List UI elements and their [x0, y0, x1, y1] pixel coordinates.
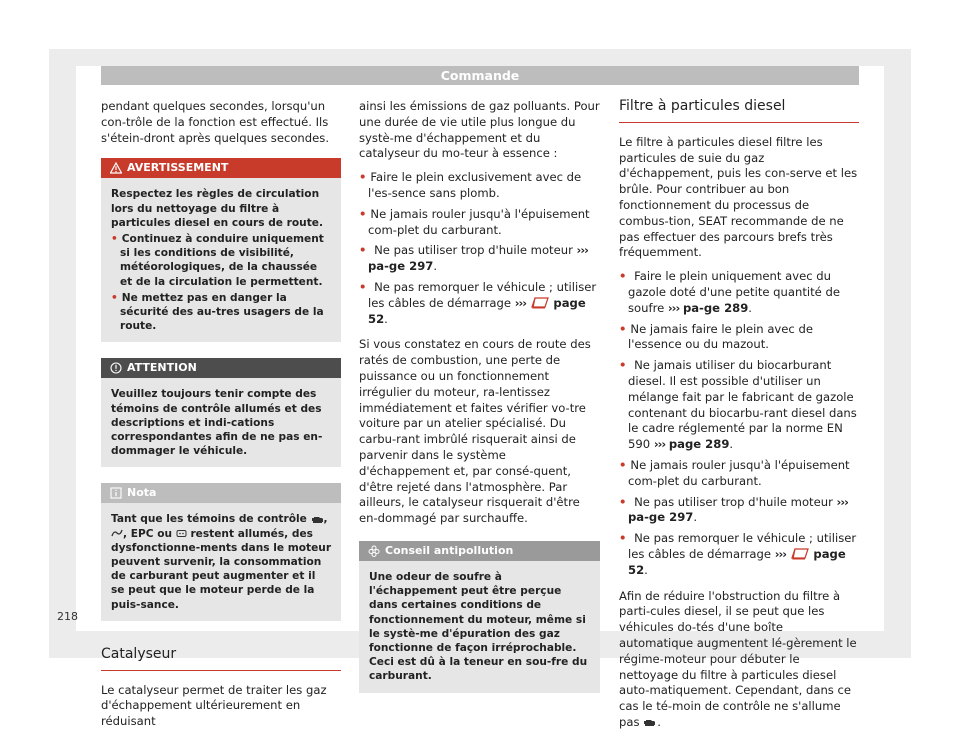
- column-1: [101, 99, 341, 738]
- warning-bullet: • Continuez à conduire uniquement si les conditions de visibilité, météorologiques, de la chaussée et de la circulation le permettent.: [111, 232, 332, 289]
- warning-label: AVERTISSEMENT: [127, 161, 229, 175]
- warning-text: Respectez les règles de circulation lors du nettoyage du filtre à particules diesel en cours de route.: [111, 188, 323, 229]
- list-item: • Ne jamais rouler jusqu'à l'épuisement com-plet du carburant.: [359, 207, 600, 239]
- arrow-ref-icon: ›››: [514, 295, 527, 310]
- list-item: • Ne jamais faire le plein avec de l'essence ou du mazout.: [619, 322, 859, 354]
- filtre-title: Filtre à particules diesel: [619, 99, 859, 123]
- list-item: • Ne pas remorquer le véhicule ; utiliser les câbles de démarrage ››› page 52.: [619, 531, 859, 578]
- catalyseur-title: Catalyseur: [101, 647, 341, 671]
- attention-body: [101, 378, 341, 467]
- nota-text-c: restent allumés, des dysfonctionne-ments dans le moteur peuvent survenir, la consommation de carburant peut augmenter et il se peut que le moteur perde de la puis-sance.: [111, 527, 332, 611]
- page-link[interactable]: pa-ge 289: [682, 300, 749, 315]
- arrow-ref-icon: ›››: [576, 243, 588, 258]
- attention-text: Veuillez toujours tenir compte des témoins de contrôle allumés et des descriptions et indi-cations correspondantes afin de ne pas en-dommager le véhicule.: [111, 388, 323, 458]
- list-item: • Faire le plein exclusivement avec de l'es-sence sans plomb.: [359, 170, 600, 202]
- list-item: • Ne pas utiliser trop d'huile moteur ››› pa-ge 297.: [619, 495, 859, 527]
- catalyseur-text: Le catalyseur permet de traiter les gaz d'échappement ultérieurement en réduisant: [101, 682, 327, 729]
- warning-box: [101, 158, 341, 342]
- glow-plug-icon: [111, 529, 123, 538]
- page-link[interactable]: pa-ge 297: [368, 259, 434, 274]
- arrow-ref-icon: ›››: [774, 546, 787, 561]
- book-icon: [790, 548, 810, 560]
- arrow-ref-icon: ›››: [653, 437, 666, 452]
- attention-box: [101, 358, 341, 467]
- engine-warning-icon: [311, 515, 324, 524]
- info-circle-icon: [110, 362, 122, 374]
- warning-bullet: • Ne mettez pas en danger la sécurité des au-tres usagers de la route.: [111, 291, 332, 334]
- col2-paragraph: Si vous constatez en cours de route des ratés de combustion, une perte de puissance ou un fonctionnement irrégulier du moteur, ra-lentissez immédiatement et faites vérifier vo-tre voiture par un atelier spécialisé. Du carbu-rant imbrûlé risquerait ainsi de parvenir dans le système d'échappement et, par consé-quent, d'être rejeté dans l'atmosphère. Par ailleurs, le catalyseur risquerait d'être en-dommagé par surchauffe.: [359, 337, 591, 526]
- page-link[interactable]: page 52: [628, 546, 846, 577]
- attention-label: ATTENTION: [127, 361, 197, 375]
- nota-text-b: ou: [157, 527, 173, 540]
- col2-intro: ainsi les émissions de gaz polluants. Pour une durée de vie utile plus longue du systè-me d'échappement et du catalyseur du mo-teur à essence :: [359, 99, 600, 161]
- nota-header: [101, 483, 341, 503]
- nota-body: [101, 503, 341, 620]
- conseil-text: Une odeur de soufre à l'échappement peut être perçue dans certaines conditions de fonctionnement du moteur, même si le systè-me d'épuration des gaz fonctionne de façon irréprochable. Ceci est dû à la teneur en sou-fre du carburant.: [369, 570, 588, 683]
- list-item: • Ne pas remorquer le véhicule ; utiliser les câbles de démarrage ››› page 52.: [359, 280, 600, 327]
- nota-text: Tant que les témoins de contrôle , , EPC ou restent allumés, des dysfonctionne-ments dans le moteur peuvent survenir, la consommation de carburant peut augmenter et il se peut que le moteur perde de la puis-sance.: [111, 513, 332, 611]
- filtre-closing: Afin de réduire l'obstruction du filtre à parti-cules diesel, il se peut que les véhicules do-tés d'une boîte automatique augmentent lé-gèrement le régime-moteur pour débuter le nettoyage du filtre à particules diesel auto-matiquement. Cependant, dans ce cas le té-moin de contrôle ne s'allume pas .: [619, 588, 857, 729]
- nota-box: [101, 483, 341, 620]
- column-2: [359, 99, 600, 709]
- filtre-intro: Le filtre à particules diesel filtre les particules de suie du gaz d'échappement, puis les con-serve et les brûle. Pour contribuer au bon fonctionnement du processus de combus-tion, SEAT recommande de ne pas effectuer des parcours brefs très fréquemment.: [619, 134, 858, 260]
- list-item: • Faire le plein uniquement avec du gazole doté d'une petite quantité de soufre ››› pa-ge 289.: [619, 269, 859, 316]
- note-icon: [110, 487, 122, 499]
- book-icon: [530, 297, 550, 309]
- warning-triangle-icon: [110, 162, 122, 174]
- conseil-header: [359, 541, 600, 561]
- list-item: • Ne pas utiliser trop d'huile moteur ››› pa-ge 297.: [359, 243, 600, 275]
- particle-filter-icon: [176, 529, 187, 538]
- arrow-ref-icon: ›››: [667, 300, 680, 315]
- warning-header: [101, 158, 341, 178]
- page-number: 218: [57, 610, 78, 623]
- conseil-box: [359, 541, 600, 693]
- page-link[interactable]: page 52: [368, 295, 586, 326]
- nota-text-a: Tant que les témoins de contrôle: [111, 513, 307, 526]
- column-3: [619, 99, 859, 739]
- particle-filter-warning-icon: [643, 718, 657, 727]
- list-item: • Ne jamais utiliser du biocarburant diesel. Il est possible d'utiliser un mélange fait par le fabricant de gazole contenant du biocarbu-rant diesel dans le cadre réglementé par la norme EN 590 ››› page 289.: [619, 358, 859, 453]
- page-header: Commande: [101, 66, 859, 85]
- arrow-ref-icon: ›››: [836, 494, 848, 509]
- warning-body: [101, 178, 341, 342]
- conseil-body: [359, 561, 600, 693]
- intro-text: pendant quelques secondes, lorsqu'un con-trôle de la fonction est effectué. Ils s'étein-dront après quelques secondes.: [101, 99, 330, 145]
- attention-header: [101, 358, 341, 378]
- page-link[interactable]: pa-ge 297: [628, 510, 694, 525]
- nota-label: Nota: [127, 486, 157, 500]
- page-link[interactable]: page 289: [668, 437, 730, 452]
- conseil-label: Conseil antipollution: [385, 543, 514, 557]
- list-item: • Ne jamais rouler jusqu'à l'épuisement com-plet du carburant.: [619, 458, 859, 490]
- flower-icon: [368, 545, 380, 557]
- epc-icon: EPC: [130, 527, 154, 540]
